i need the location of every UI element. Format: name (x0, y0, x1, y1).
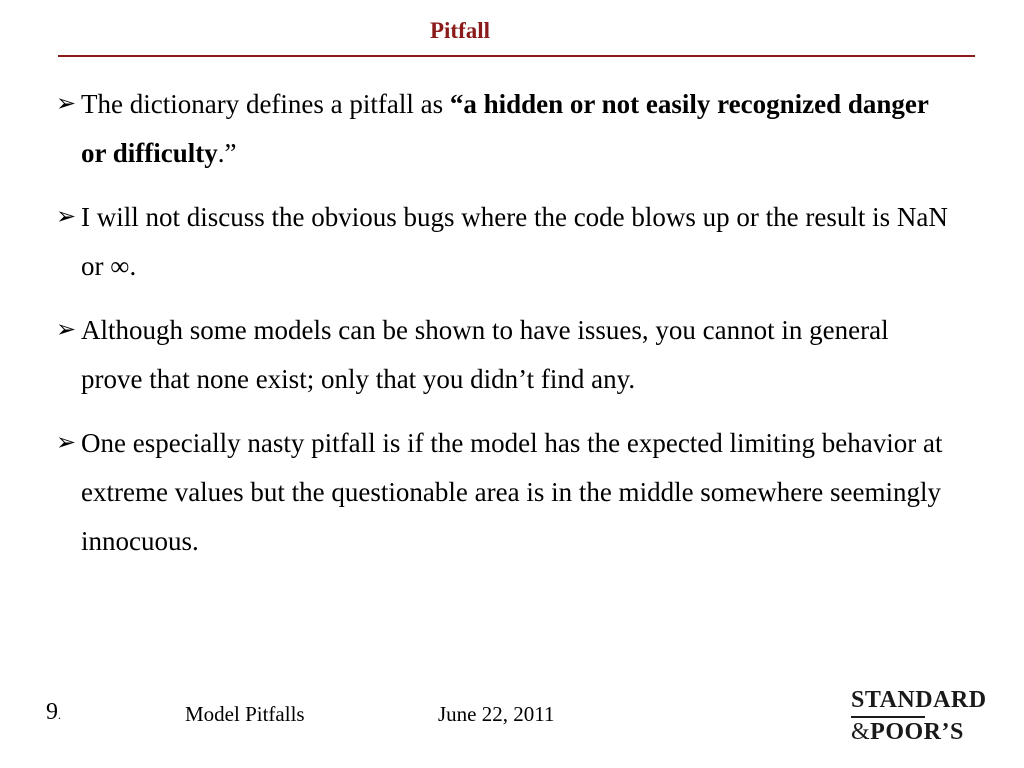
arrow-bullet-icon: ➢ (56, 91, 77, 117)
bullet-text-end: .” (217, 138, 237, 168)
bullet-item (56, 306, 956, 404)
arrow-bullet-icon: ➢ (56, 430, 77, 456)
bullet-text: I will not discuss the obvious bugs where the code blows up or the result is NaN or ∞. (81, 202, 948, 281)
page-number-value: 9 (46, 699, 58, 725)
footer-deck-title: Model Pitfalls (185, 702, 305, 726)
title-divider (58, 55, 975, 57)
bullet-item (56, 193, 956, 291)
standard-poors-logo (851, 686, 1001, 756)
bullet-list (56, 80, 956, 581)
page-number (46, 699, 61, 726)
slide-title: Pitfall (429, 18, 491, 43)
page-number-suffix: . (58, 708, 61, 722)
bullet-item (56, 419, 956, 566)
bullet-text: Although some models can be shown to have issues, you cannot in general prove that none exist; only that you didn’t find any. (81, 315, 889, 394)
arrow-bullet-icon: ➢ (56, 317, 77, 343)
bullet-text: The dictionary defines a pitfall as (81, 89, 450, 119)
bullet-item (56, 80, 956, 178)
logo-line-standard: STANDARD (851, 687, 987, 713)
footer-date: June 22, 2011 (438, 702, 555, 726)
bullet-bold-text: “a hidden or not easily recognized danger or difficulty (81, 89, 929, 168)
bullet-text: One especially nasty pitfall is if the model has the expected limiting behavior at extreme values but the questionable area is in the middle somewhere seemingly innocuous. (81, 428, 943, 556)
logo-ampersand: & (851, 719, 871, 745)
logo-poors-text: POOR’S (870, 719, 964, 745)
arrow-bullet-icon: ➢ (56, 204, 77, 230)
logo-line-poors (851, 718, 964, 746)
